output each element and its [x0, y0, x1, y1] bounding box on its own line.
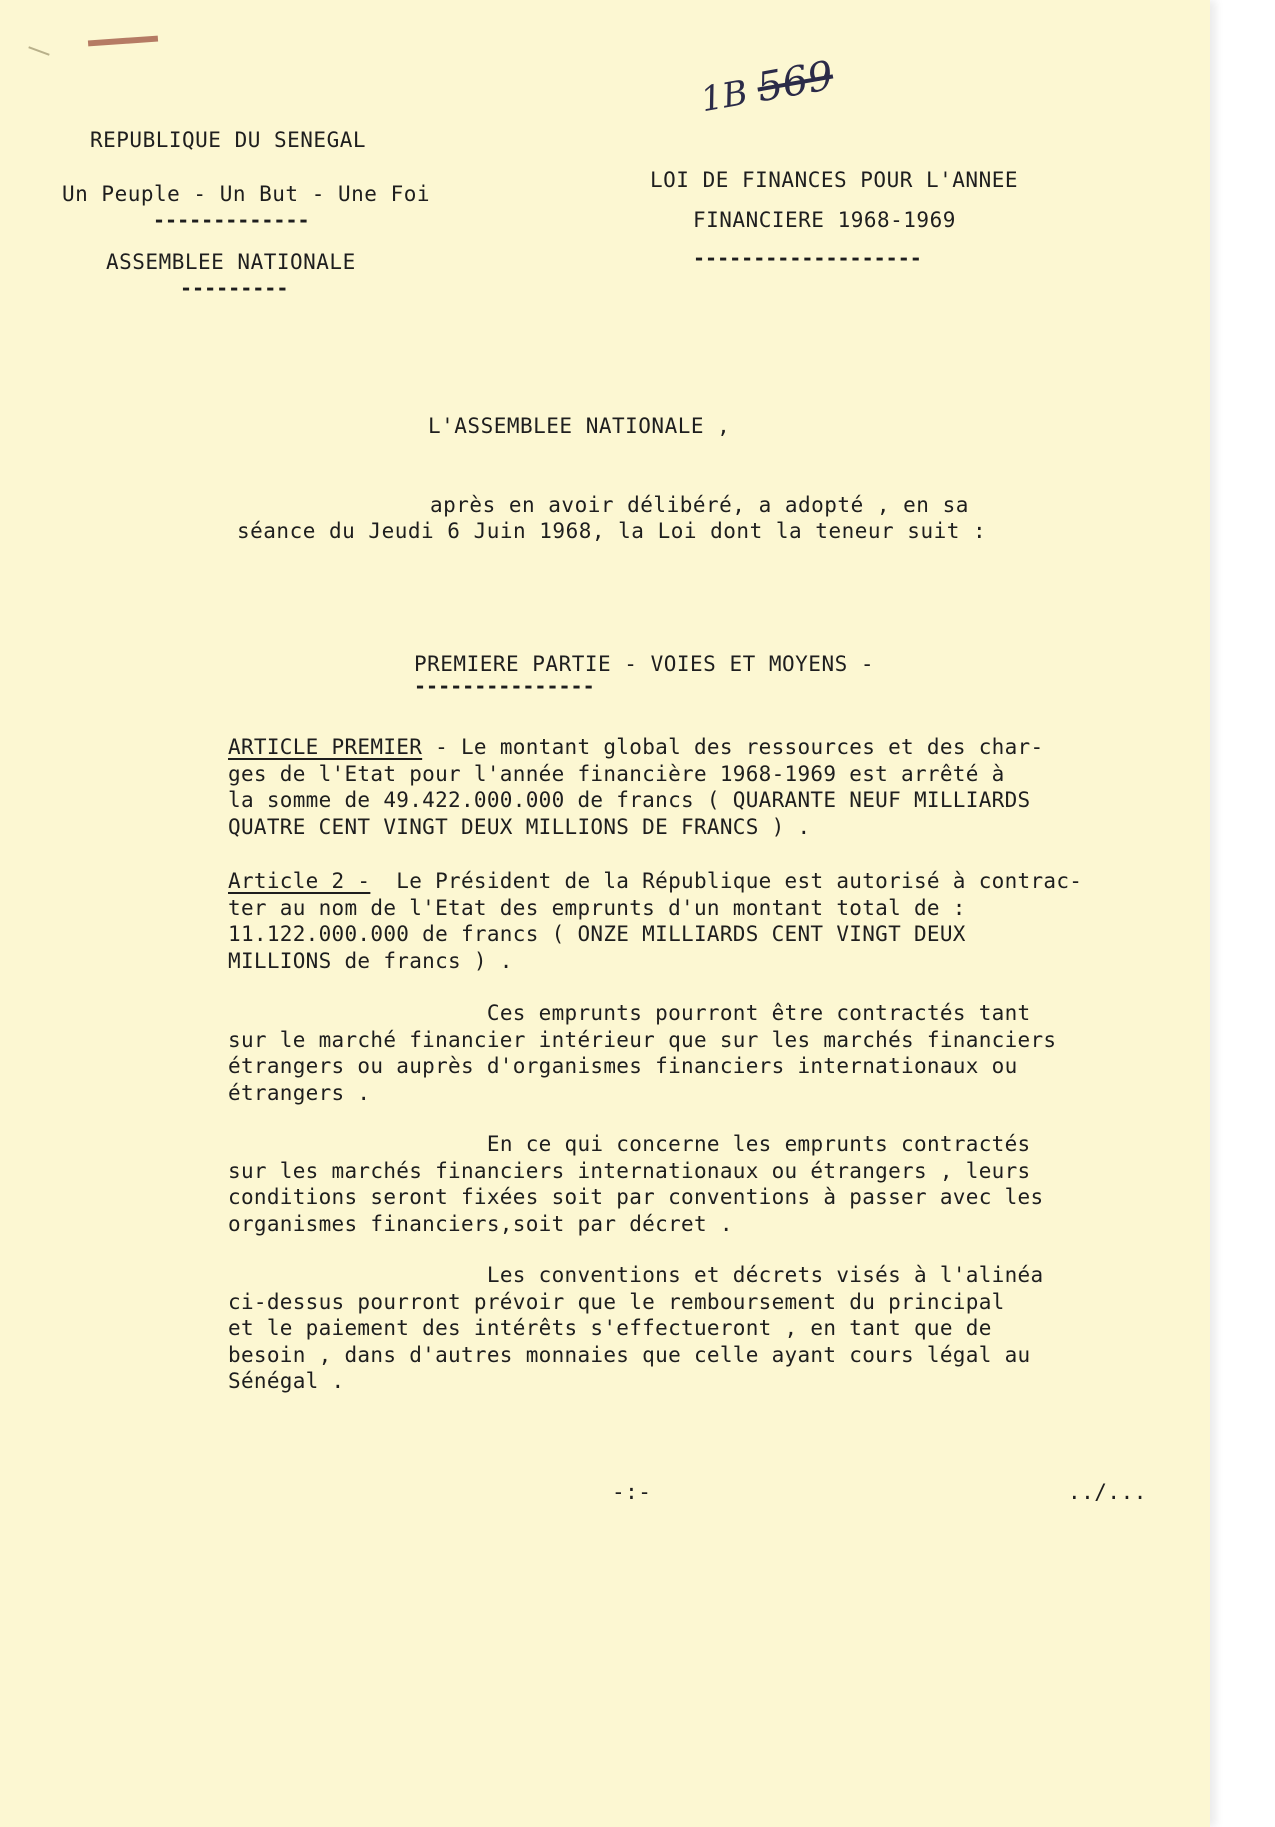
article-1-text: - Le montant global des ressources et des char- ges de l'Etat pour l'année financière 1968-1969 est arrêté à la somme de 49.422.000.000 de francs ( QUARANTE NEUF MILLIARDS QUATRE CENT VINGT DEUX MILLIONS DE FRANCS ) . [228, 735, 1044, 839]
reference-prefix: 1B [697, 72, 751, 121]
law-title-line2: FINANCIERE 1968-1969 [693, 208, 956, 232]
page-marker: -:- [612, 1480, 652, 1504]
article-2-paragraph-1: Ces emprunts pourront être contractés tant sur le marché financier intérieur que sur les marchés financiers étrangers ou auprès d'organismes financiers internationaux ou étrangers . [228, 1001, 1057, 1105]
country-name: REPUBLIQUE DU SENEGAL [90, 128, 367, 152]
header-left-separator: ------------- [153, 208, 310, 232]
assembly-name: ASSEMBLEE NATIONALE [106, 250, 356, 274]
margin-mark [28, 46, 49, 55]
article-1-label: ARTICLE PREMIER [228, 735, 423, 759]
part-heading [414, 652, 874, 676]
handwritten-reference-number [697, 53, 837, 122]
continuation-marker: ../... [1068, 1480, 1147, 1504]
part-title-underline: --------------- [414, 674, 595, 698]
preamble-heading: L'ASSEMBLEE NATIONALE , [428, 414, 731, 438]
article-2-paragraph-3: Les conventions et décrets visés à l'alinéa ci-dessus pourront prévoir que le remboursement du principal et le paiement des intérêts s'effectueront , en tant que de besoin , dans d'autres monnaies que celle ayant cours légal au Sénégal . [228, 1263, 1044, 1393]
article-1 [228, 734, 1188, 840]
ink-stamp-mark [88, 36, 158, 47]
law-title-line1: LOI DE FINANCES POUR L'ANNEE [650, 168, 1019, 192]
part-title: PREMIERE PARTIE [414, 652, 612, 676]
part-subtitle: - VOIES ET MOYENS - [611, 652, 875, 676]
article-2 [228, 868, 1188, 974]
preamble-line2: séance du Jeudi 6 Juin 1968, la Loi dont la teneur suit : [237, 519, 987, 543]
article-2-paragraph-2: En ce qui concerne les emprunts contractés sur les marchés financiers internationaux ou étrangers , leurs conditions seront fixées soit par conventions à passer avec les organismes financiers,soit par décret . [228, 1132, 1044, 1236]
reference-struck-number: 569 [753, 52, 837, 112]
national-motto: Un Peuple - Un But - Une Foi [62, 182, 431, 206]
preamble-line1: après en avoir délibéré, a adopté , en sa [430, 493, 969, 517]
header-right-separator: ------------------- [693, 246, 922, 270]
article-2-label: Article 2 - [228, 869, 371, 893]
header-assembly-separator: --------- [180, 276, 289, 300]
article-2-text: Le Président de la République est autorisé à contrac- ter au nom de l'Etat des emprunts d'un montant total de : 11.122.000.000 de francs ( ONZE MILLIARDS CENT VINGT DEUX MILLIONS de francs ) . [228, 869, 1083, 973]
